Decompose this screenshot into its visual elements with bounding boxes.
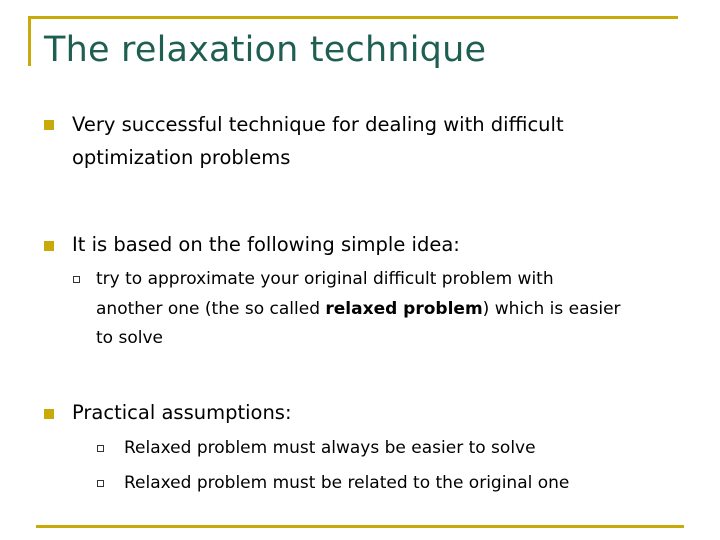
sub-bullet-3a: Relaxed problem must always be easier to solve xyxy=(124,438,536,458)
bullet-marker xyxy=(44,409,54,419)
sub-bullet-marker xyxy=(97,445,104,452)
slide-title: The relaxation technique xyxy=(44,30,487,70)
slide-frame-bottom-rule xyxy=(36,525,684,528)
bullet-marker xyxy=(44,241,54,251)
slide-frame-left-rule xyxy=(28,16,31,66)
relaxed-problem-emphasis: relaxed problem xyxy=(325,299,483,319)
sub-bullet-2-line-2: another one (the so called relaxed problem) which is easier xyxy=(96,299,621,319)
sub-bullet-3b: Relaxed problem must be related to the original one xyxy=(124,473,570,493)
bullet-3-line: Practical assumptions: xyxy=(72,401,292,424)
sub-bullet-marker xyxy=(73,276,80,283)
bullet-2-line: It is based on the following simple idea: xyxy=(72,233,460,256)
slide-frame-top-rule xyxy=(28,16,678,19)
bullet-1-line-1: Very successful technique for dealing with difficult xyxy=(72,113,564,136)
sub-bullet-2-line-3: to solve xyxy=(96,328,163,348)
bullet-1-line-2: optimization problems xyxy=(72,146,291,169)
sub-bullet-2-line-1: try to approximate your original difficult problem with xyxy=(96,269,554,289)
sub-bullet-marker xyxy=(97,480,104,487)
bullet-marker xyxy=(44,120,54,130)
